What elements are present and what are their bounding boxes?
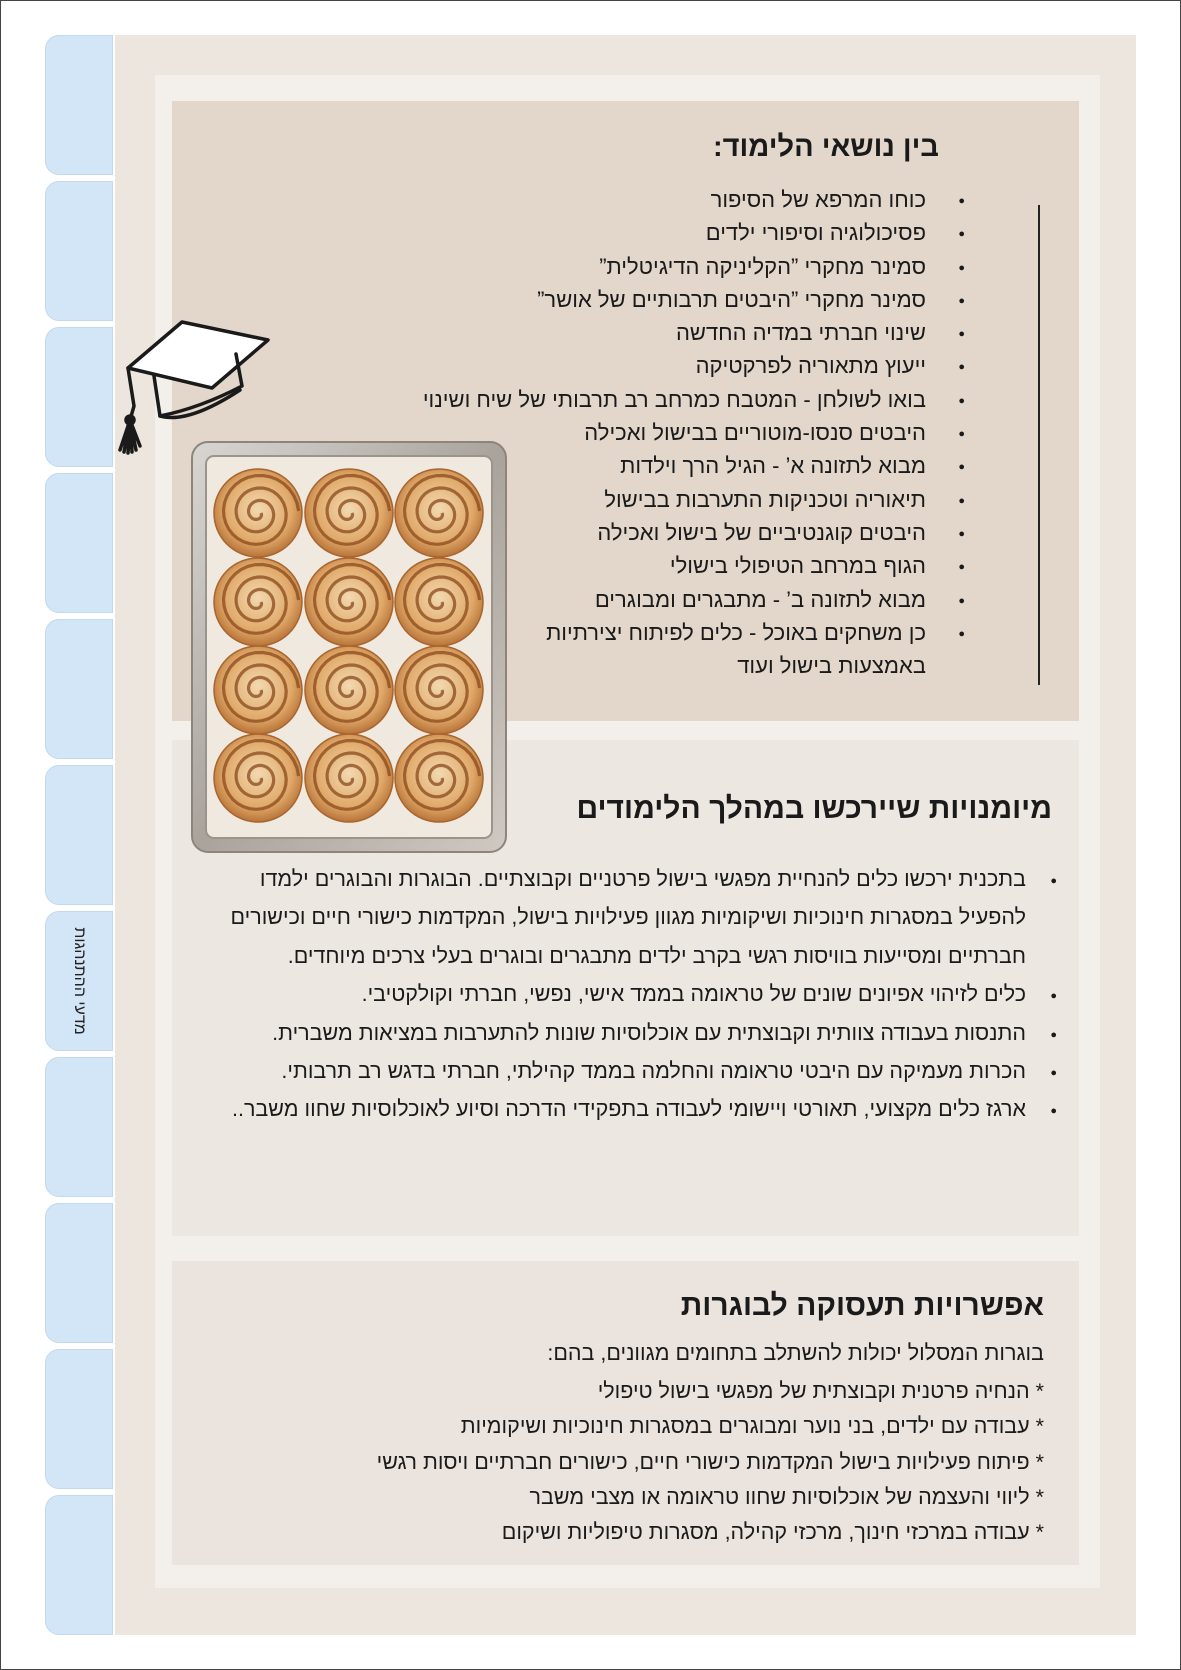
topic-item: ● כוחו המרפא של הסיפור <box>423 183 964 216</box>
side-tab[interactable] <box>45 473 113 613</box>
career-item: * עבודה במרכזי חינוך, מרכזי קהילה, מסגרות טיפוליות ושיקום <box>501 1520 1044 1545</box>
side-tab[interactable] <box>45 1057 113 1197</box>
career-item: * פיתוח פעילויות בישול המקדמות כישורי חיים, כישורים חברתיים ויסות רגשי <box>376 1449 1044 1474</box>
topic-item: ● מבוא לתזונה ב’ - מתבגרים ומבוגרים <box>423 583 964 616</box>
side-tab[interactable] <box>45 1349 113 1489</box>
topic-item: ● סמינר מחקרי ”הקליניקה הדיגיטלית” <box>423 250 964 283</box>
cinnamon-roll <box>305 469 393 557</box>
side-tab[interactable] <box>45 765 113 905</box>
cinnamon-roll <box>214 646 302 734</box>
side-tab[interactable] <box>45 181 113 321</box>
side-tab-behavioral-sciences[interactable] <box>45 911 113 1051</box>
topic-item: ● פסיכולוגיה וסיפורי ילדים <box>423 216 964 249</box>
cinnamon-roll <box>395 646 483 734</box>
topic-item: ● הגוף במרחב הטיפולי בישולי <box>423 549 964 582</box>
side-tabs <box>45 35 115 1635</box>
skill-item: ● כלים לזיהוי אפיונים שונים של טראומה בממד אישי, נפשי, חברתי וקולקטיבי. <box>192 975 1026 1013</box>
side-tab-label: מדעי ההתנהגות <box>71 927 88 1035</box>
topics-divider-line <box>1038 205 1040 685</box>
skill-item: ● בתכנית ירכשו כלים להנחיית מפגשי בישול פרטניים וקבוצתיים. הבוגרות והבוגרים ילמדו להפעיל במסגרות חינוכיות ושיקומיות מגוון פעילויות בישול, המקדמות כישורי חיים וכישורים חברתיים ומסייעות בוויסות רגשי בקרב ילדים מתבגרים ובוגרים בעלי צרכים מיוחדים. <box>192 860 1026 975</box>
side-tab[interactable] <box>45 619 113 759</box>
skills-heading: מיומנויות שיירכשו במהלך הלימודים <box>576 792 1052 825</box>
skills-list <box>192 860 1026 1129</box>
skill-item: ● התנסות בעבודה צוותית וקבוצתית עם אוכלוסיות שונות להתערבות במציאות משברית. <box>192 1014 1026 1052</box>
cinnamon-roll <box>305 558 393 646</box>
topics-heading: בין נושאי הלימוד: <box>712 131 939 163</box>
topic-item: ● היבטים קוגנטיביים של בישול ואכילה <box>423 516 964 549</box>
cinnamon-roll <box>395 469 483 557</box>
cinnamon-roll <box>214 558 302 646</box>
cinnamon-roll <box>395 734 483 822</box>
side-tab[interactable] <box>45 1203 113 1343</box>
careers-intro: בוגרות המסלול יכולות להשתלב בתחומים מגוונים, בהם: <box>547 1341 1044 1365</box>
career-item: * עבודה עם ילדים, בני נוער ומבוגרים במסגרות חינוכיות ושיקומיות <box>460 1414 1044 1439</box>
careers-section <box>172 1261 1079 1565</box>
graduation-cap-icon <box>90 318 275 458</box>
cinnamon-roll <box>305 646 393 734</box>
cinnamon-roll <box>395 558 483 646</box>
careers-list <box>377 1374 1044 1550</box>
side-tab[interactable] <box>45 35 113 175</box>
careers-heading: אפשרויות תעסוקה לבוגרות <box>680 1289 1044 1322</box>
topic-item: ● סמינר מחקרי ”היבטים תרבותיים של אושר” <box>423 283 964 316</box>
career-item: * הנחיה פרטנית וקבוצתית של מפגשי בישול טיפולי <box>597 1379 1044 1403</box>
topic-item: ● כן משחקים באוכל - כלים לפיתוח יצירתיות באמצעות בישול ועוד <box>508 616 964 682</box>
topic-item: ● מבוא לתזונה א’ - הגיל הרך וילדות <box>423 449 964 482</box>
side-tab[interactable] <box>45 1495 113 1635</box>
topic-item: ● תיאוריה וטכניקות התערבות בבישול <box>423 483 964 516</box>
topic-item: ● בואו לשולחן - המטבח כמרחב רב תרבותי של שיח ושינוי <box>423 383 964 416</box>
cinnamon-roll <box>305 734 393 822</box>
skill-item: ● הכרות מעמיקה עם היבטי טראומה והחלמה בממד קהילתי, חברתי בדגש רב תרבותי. <box>192 1052 1026 1090</box>
topic-item: ● ייעוץ מתאוריה לפרקטיקה <box>423 349 964 382</box>
cinnamon-roll <box>214 734 302 822</box>
cinnamon-roll <box>214 469 302 557</box>
cinnamon-rolls-image <box>190 440 508 854</box>
topic-item: ● שינוי חברתי במדיה החדשה <box>423 316 964 349</box>
career-item: * ליווי והעצמה של אוכלוסיות שחוו טראומה או מצבי משבר <box>529 1484 1044 1509</box>
skill-item: ● ארגז כלים מקצועי, תאורטי ויישומי לעבודה בתפקידי הדרכה וסיוע לאוכלוסיות שחוו משבר.. <box>192 1090 1026 1128</box>
topic-item: ● היבטים סנסו-מוטוריים בבישול ואכילה <box>423 416 964 449</box>
